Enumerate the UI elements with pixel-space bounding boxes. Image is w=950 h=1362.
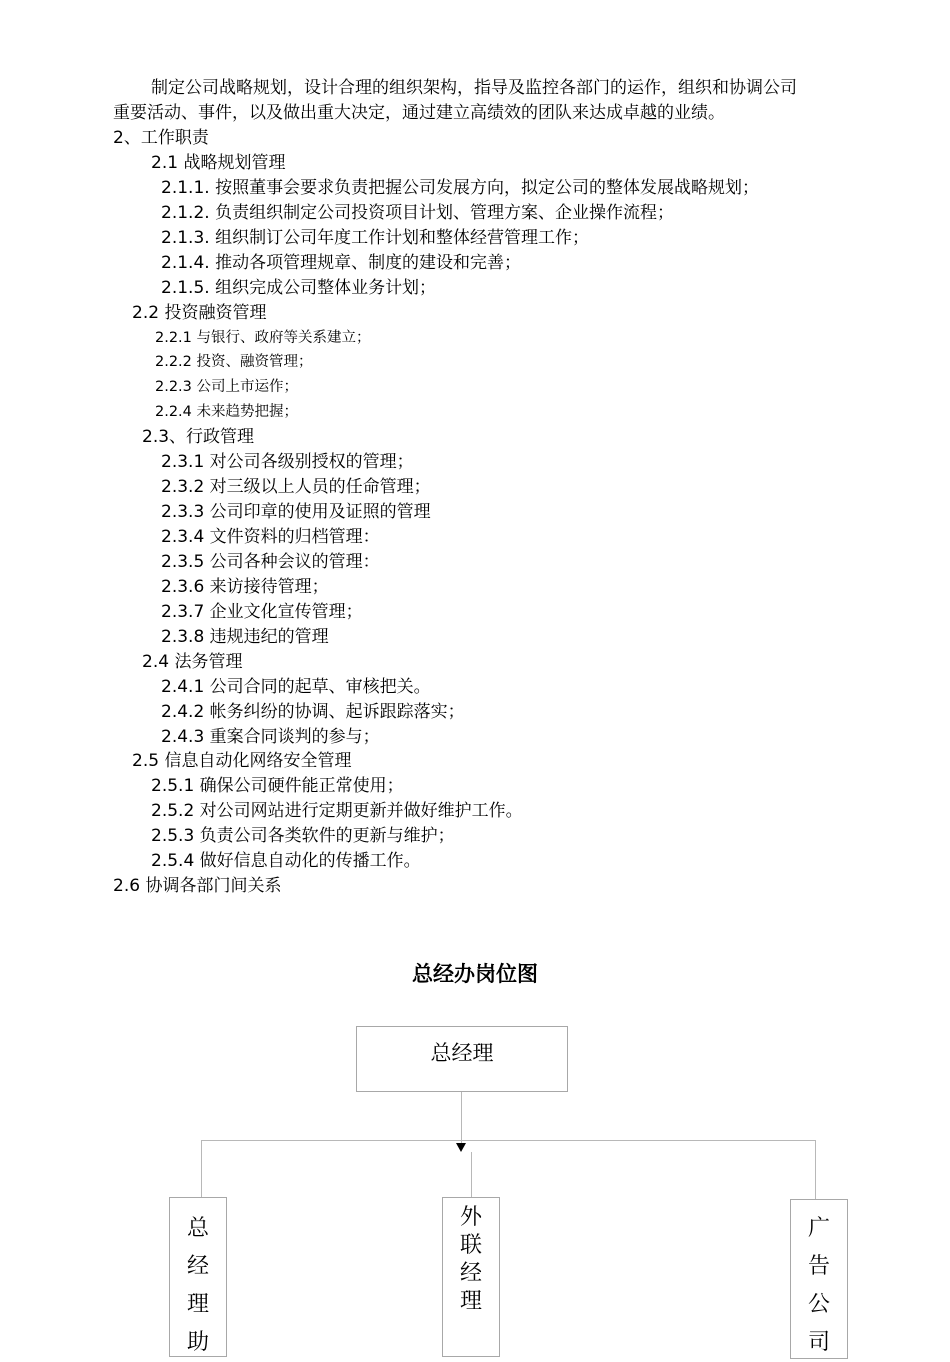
org-char: 理 xyxy=(459,1289,482,1314)
list-item: 2.3.6 来访接待管理； xyxy=(161,577,329,597)
intro-line-2: 重要活动、事件，以及做出重大决定，通过建立高绩效的团队来达成卓越的业绩。 xyxy=(113,103,725,123)
org-root-box xyxy=(356,1026,568,1092)
arrow-down-icon xyxy=(456,1143,466,1152)
list-item: 2.3.2 对三级以上人员的任命管理； xyxy=(161,477,431,497)
list-item: 2.3.4 文件资料的归档管理： xyxy=(161,527,380,547)
org-char: 理 xyxy=(186,1292,209,1317)
list-item: 2.1.4. 推动各项管理规章、制度的建设和完善； xyxy=(161,253,522,273)
org-chart-title: 总经办岗位图 xyxy=(412,962,538,986)
list-item: 2.2.1 与银行、政府等关系建立； xyxy=(155,330,371,346)
list-item: 2.3.3 公司印章的使用及证照的管理 xyxy=(161,502,431,522)
subsection-heading-2-5: 2.5 信息自动化网络安全管理 xyxy=(132,751,352,771)
section-heading: 2、工作职责 xyxy=(113,128,209,148)
org-box-ad-company xyxy=(790,1199,848,1359)
connector-vertical-root xyxy=(461,1092,462,1144)
connector-horizontal xyxy=(201,1140,815,1141)
org-root-label: 总经理 xyxy=(430,1041,494,1065)
list-item: 2.1.1. 按照董事会要求负责把握公司发展方向，拟定公司的整体发展战略规划； xyxy=(161,178,760,198)
list-item: 2.1.5. 组织完成公司整体业务计划； xyxy=(161,278,437,298)
org-box-external-relations xyxy=(442,1197,500,1357)
org-char: 公 xyxy=(807,1292,830,1317)
org-char: 外 xyxy=(459,1205,482,1230)
list-item: 2.3.7 企业文化宣传管理； xyxy=(161,602,363,622)
connector-middle xyxy=(471,1152,472,1197)
org-char: 告 xyxy=(807,1254,830,1279)
subsection-heading-2-1: 2.1 战略规划管理 xyxy=(151,153,286,173)
list-item: 2.1.3. 组织制订公司年度工作计划和整体经营管理工作； xyxy=(161,228,590,248)
list-item: 2.3.8 违规违纪的管理 xyxy=(161,627,329,647)
list-item: 2.1.2. 负责组织制定公司投资项目计划、管理方案、企业操作流程； xyxy=(161,203,675,223)
list-item: 2.2.2 投资、融资管理； xyxy=(155,354,313,370)
list-item: 2.4.2 帐务纠纷的协调、起诉跟踪落实； xyxy=(161,702,465,722)
intro-line-1: 制定公司战略规划，设计合理的组织架构，指导及监控各部门的运作，组织和协调公司 xyxy=(151,78,797,98)
org-char: 经 xyxy=(459,1261,482,1286)
org-char: 经 xyxy=(186,1254,209,1279)
org-char: 联 xyxy=(459,1233,482,1258)
org-char: 总 xyxy=(186,1216,209,1241)
list-item: 2.2.3 公司上市运作； xyxy=(155,379,299,395)
subsection-heading-2-2: 2.2 投资融资管理 xyxy=(132,303,267,323)
list-item: 2.4.3 重案合同谈判的参与； xyxy=(161,727,380,747)
list-item: 2.5.4 做好信息自动化的传播工作。 xyxy=(151,851,421,871)
connector-left xyxy=(201,1140,202,1197)
subsection-heading-2-3: 2.3、行政管理 xyxy=(142,427,255,447)
list-item: 2.2.4 未来趋势把握； xyxy=(155,404,299,420)
org-box-assistant xyxy=(169,1197,227,1357)
list-item: 2.3.1 对公司各级别授权的管理； xyxy=(161,452,414,472)
org-char: 助 xyxy=(186,1330,209,1355)
list-item: 2.5.1 确保公司硬件能正常使用； xyxy=(151,776,404,796)
list-item: 2.4.1 公司合同的起草、审核把关。 xyxy=(161,677,431,697)
connector-right xyxy=(815,1140,816,1199)
subsection-heading-2-6: 2.6 协调各部门间关系 xyxy=(113,876,282,896)
list-item: 2.5.3 负责公司各类软件的更新与维护； xyxy=(151,826,455,846)
org-char: 广 xyxy=(807,1216,830,1241)
subsection-heading-2-4: 2.4 法务管理 xyxy=(142,652,243,672)
list-item: 2.3.5 公司各种会议的管理： xyxy=(161,552,380,572)
org-char: 司 xyxy=(807,1330,830,1355)
list-item: 2.5.2 对公司网站进行定期更新并做好维护工作。 xyxy=(151,801,523,821)
